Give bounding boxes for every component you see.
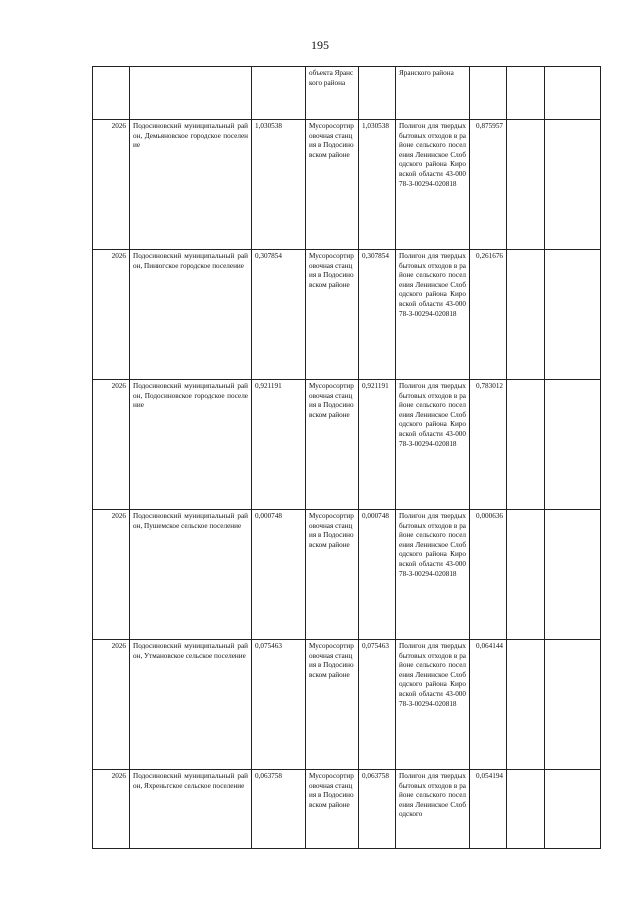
destination-cell: Полигон для твердых бытовых отходов в районе сельского поселения Ленинское Слободского района Кировской области 43-00078-З-00294-020818 bbox=[396, 380, 470, 510]
destination-cell: Полигон для твердых бытовых отходов в районе сельского поселения Ленинское Слободского района Кировской области 43-00078-З-00294-020818 bbox=[396, 120, 470, 250]
object-cell: Мусоросортировочная станция в Подосиновском районе bbox=[306, 510, 359, 640]
year-cell: 2026 bbox=[93, 380, 130, 510]
year-cell: 2026 bbox=[93, 250, 130, 380]
object-cell: Мусоросортировочная станция в Подосиновском районе bbox=[306, 380, 359, 510]
object-cell: Мусоросортировочная станция в Подосиновском районе bbox=[306, 120, 359, 250]
value2-cell: 0,075463 bbox=[359, 640, 396, 770]
value3-cell: 0,054194 bbox=[470, 770, 507, 849]
municipality-cell: Подосиновский муниципальный район, Яхреньгское сельское поселение bbox=[130, 770, 252, 849]
waste-flow-table bbox=[92, 66, 601, 849]
destination-cell: Полигон для твердых бытовых отходов в районе сельского поселения Ленинское Слободского района Кировской области 43-00078-З-00294-020818 bbox=[396, 250, 470, 380]
municipality-cell: Подосиновский муниципальный район, Утмановское сельское поселение bbox=[130, 640, 252, 770]
year-cell: 2026 bbox=[93, 770, 130, 849]
value2-cell: 0,921191 bbox=[359, 380, 396, 510]
page-number: 195 bbox=[311, 38, 329, 52]
destination-cell: Полигон для твердых бытовых отходов в районе сельского поселения Ленинское Слободского bbox=[396, 770, 470, 849]
value3-cell: 0,000636 bbox=[470, 510, 507, 640]
municipality-cell: Подосиновский муниципальный район, Демьяновское городское поселение bbox=[130, 120, 252, 250]
municipality-cell: Подосиновский муниципальный район, Пинюгское городское поселение bbox=[130, 250, 252, 380]
table-row bbox=[93, 640, 601, 770]
table-row bbox=[93, 250, 601, 380]
value3-cell: 0,064144 bbox=[470, 640, 507, 770]
table-row bbox=[93, 380, 601, 510]
value2-cell: 0,000748 bbox=[359, 510, 396, 640]
value3-cell: 0,261676 bbox=[470, 250, 507, 380]
value2-cell: 0,063758 bbox=[359, 770, 396, 849]
object-cell: Мусоросортировочная станция в Подосиновском районе bbox=[306, 640, 359, 770]
destination-cell: Полигон для твердых бытовых отходов в районе сельского поселения Ленинское Слободского района Кировской области 43-00078-З-00294-020818 bbox=[396, 640, 470, 770]
value1-cell: 0,075463 bbox=[252, 640, 306, 770]
year-cell: 2026 bbox=[93, 510, 130, 640]
table-row bbox=[93, 120, 601, 250]
object-cell: Мусоросортировочная станция в Подосиновском районе bbox=[306, 250, 359, 380]
table-row bbox=[93, 770, 601, 849]
value3-cell: 0,783012 bbox=[470, 380, 507, 510]
object-cell: Мусоросортировочная станция в Подосиновском районе bbox=[306, 770, 359, 849]
municipality-cell: Подосиновский муниципальный район, Подосиновское городское поселение bbox=[130, 380, 252, 510]
value1-cell: 0,000748 bbox=[252, 510, 306, 640]
municipality-cell: Подосиновский муниципальный район, Пушемское сельское поселение bbox=[130, 510, 252, 640]
year-cell: 2026 bbox=[93, 640, 130, 770]
value1-cell: 0,063758 bbox=[252, 770, 306, 849]
value1-cell: 0,307854 bbox=[252, 250, 306, 380]
value2-cell: 0,307854 bbox=[359, 250, 396, 380]
year-cell: 2026 bbox=[93, 120, 130, 250]
continuation-row bbox=[93, 67, 601, 120]
destination-cell: Полигон для твердых бытовых отходов в районе сельского поселения Ленинское Слободского района Кировской области 43-00078-З-00294-020818 bbox=[396, 510, 470, 640]
value2-cell: 1,030538 bbox=[359, 120, 396, 250]
destination-cell: Яранского района bbox=[396, 67, 470, 120]
table-row bbox=[93, 510, 601, 640]
object-cell: объекта Яранского района bbox=[306, 67, 359, 120]
value1-cell: 1,030538 bbox=[252, 120, 306, 250]
value1-cell: 0,921191 bbox=[252, 380, 306, 510]
value3-cell: 0,875957 bbox=[470, 120, 507, 250]
